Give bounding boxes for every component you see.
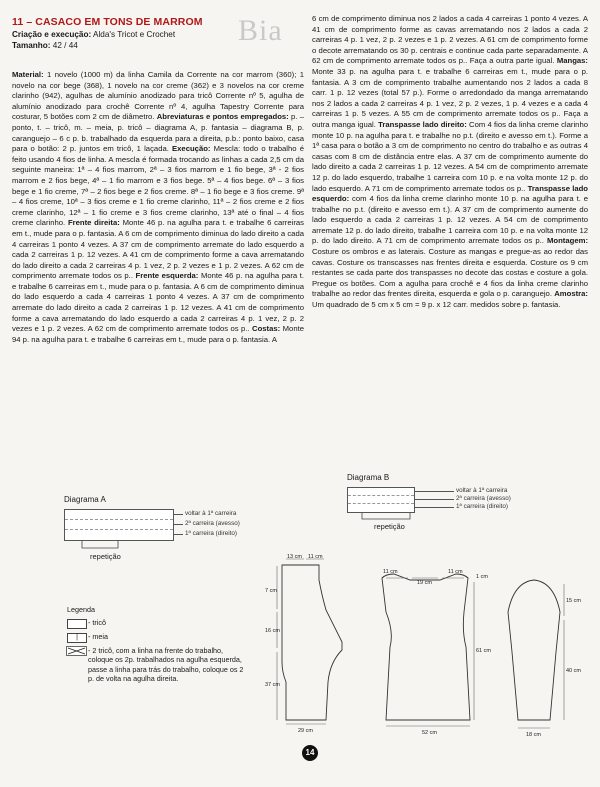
diagram-b-row-label: 2ª carreira (avesso) [456,495,511,502]
diagram-b-chart [347,487,415,513]
legend-symbol-purl [67,619,87,629]
pattern-title: 11 – CASACO EM TONS DE MARROM [12,16,203,28]
diagram-a-title: Diagrama A [64,495,106,504]
back-bottom-dim: 52 cm [422,730,437,736]
size-line [12,41,78,50]
front-side-lower-dim: 37 cm [265,682,280,688]
front-panel-outline [282,565,342,720]
execution-label: Execução: [172,144,211,154]
diagram-a-row [65,510,173,520]
legend-label-knit: - meia [88,632,108,641]
diagram-a-leader [173,534,183,535]
sleeve-right-upper-dim: 15 cm [566,598,581,604]
size-value: 42 / 44 [52,41,78,50]
diagram-b-leader [414,499,454,500]
assembly-label: Montagem: [547,236,588,246]
front-top-b-dim: 11 cm [308,554,323,560]
diagram-a-leader [173,524,183,525]
band-left-label: Transpasse lado esquerdo: [312,183,589,204]
front-dimension-lines [277,559,326,724]
back-top-right-dim: 11 cm [448,569,463,575]
diagram-b-leader [414,507,454,508]
back-continued-text: 6 cm de comprimento diminua nos 2 lados a cada 4 carreiras 1 ponto 4 vezes. A 41 cm de comprimento forme as cavas arrematando nos 2 lados a cada 2 carreiras 4 p. 1 vez, 2 p. 2 vezes e 1 p. 2 vezes. A 61 cm de comprimento forme o decote arrematando os 30 p. centrais e continue cada parte separadamente. A 62 cm de comprimento arremate todos os p.. Faça a outra parte igual. [312,14,588,66]
sample-label: Amostra: [554,289,588,299]
band-left-text: com 4 fios da linha creme clarinho monte 10 p. na agulha para t. e trabalhe no p.t. (direito e avesso em t.). A 37 cm de comprimento aumente do lado esquerdo a cada 2 carreiras 1 p. 12 vezes. A 54 cm de comprimento arremate 12 p. do lado direito, trabalhe 1 carreira com 10 p. e na volta monte 12 p. do lado direito. A 71 cm de comprimento arremate todos os p.. [312,194,588,246]
front-side-upper-dim: 7 cm [265,588,277,594]
sleeves-text: Monte 33 p. na agulha para t. e trabalhe 6 carreiras em t., mude para o p. fantasia. A 3 cm de comprimento trabalhe aumentando nos 2 lados a cada 8 carr. 1 p. 12 vezes (total 57 p.). Forme o arredondado da manga arrematando nos 2 lados a cada 2 carreiras 4 p. 1 vez, 2 p. 2 vezes, 1 p. 4 vezes e a cada 4 carreiras 1 p. 5 vezes. A 55 cm de comprimento arremate todos os p.. Faça a outra manga igual. [312,66,588,129]
front-right-text: Monte 46 p. na agulha para t. e trabalhe 6 carreiras em t., mude para o p. fantasia. A 6 cm de comprimento diminua do lado direito a cada 4 carreiras 1 ponto 4 vezes. A 37 cm de comprimento arremate do lado esquerdo a cada 2 carreiras 1 p. 12 vezes. A 41 cm de comprimento forme a cava arrematando do lado direito a cada 2 carreiras 4 p. 1 vez, 2 p. 2 vezes e 1 p. 2 vezes. A 62 cm de comprimento arremate todos os p.. [12,218,305,281]
diagram-b-row [348,496,414,504]
diagram-a-row-label: 2ª carreira (avesso) [185,520,240,527]
sleeve-outline [508,580,560,720]
execution-text: Mescla: todo o trabalho é feito usando 4 fios de linha. A mescla é formada trocando as linhas a cada 2,5 cm da seguinte maneira: 1ª – 4 fios marrom, 2ª – 3 fios marrom e 1 fio bege, 3ª - 2 fios marrom e 2 fios bege, 4ª – 1 fio marrom e 3 fios bege. 5ª – 4 fios bege. 6ª – 3 fios bege e 1 fio creme, 7ª – 2 fios bege e 2 fios creme. 8ª – 1 fio bege e 3 fios creme. 9ª – 4 fios creme, 10ª – 3 fios creme e 1 fio creme clarinho, 11ª – 2 fios creme e 2 fios creme clarinho, 12ª – 1 fio creme e 3 fios creme clarinho, 13ª até o final – 4 fios creme clarinho. [12,144,304,228]
garment-schematic [262,552,598,738]
diagram-a-row-label: 1ª carreira (direito) [185,530,238,537]
diagram-b-row-label: voltar à 1ª carreira [456,487,508,494]
diagram-b-title: Diagrama B [347,473,390,482]
legend-cable-description: - 2 tricô, com a linha na frente do trabalho, coloque os 2p. trabalhados na agulha esquerda, passe a linha para trás do trabalho, coloque os 2 p. de volta na agulha direita. [88,646,244,683]
back-label: Costas: [252,324,281,334]
front-bottom-dim: 29 cm [298,728,313,734]
diagram-b-row [348,504,414,512]
diagram-a-row-label: voltar à 1ª carreira [185,510,237,517]
back-side-lower-dim: 61 cm [476,648,491,654]
back-panel-outline [382,574,470,720]
diagram-a-row [65,520,173,530]
diagram-b-leader [414,491,454,492]
creation-label: Criação e execução: [12,30,92,39]
sleeve-dimension-lines [518,584,564,728]
diagram-b-repeat-bracket [360,512,412,522]
diagram-b-row-label: 1ª carreira (direito) [456,503,509,510]
legend-title: Legenda [67,605,95,614]
page-number: 14 [302,745,318,761]
back-side-upper-dim: 1 cm [476,574,488,580]
sleeve-right-lower-dim: 40 cm [566,668,581,674]
diagram-a-leader [173,514,183,515]
creation-value: Alda's Tricot e Crochet [93,30,176,39]
assembly-text: Costure os ombros e as laterais. Costure as mangas e pregue-as ao redor das cavas. Costure os transcasses nas frentes direita e esquerda. Costure os 9 cm restantes se cada parte dos transpasses no decote das costas e costure a gola. Pregue os botões. Com a agulha para crochê e 4 fios da linha creme clarinho trabalhe ao redor das frentes direita, esquerda e gola o p. caranguejo. [312,247,588,299]
front-top-a-dim: 13 cm [287,554,302,560]
back-text: Monte 94 p. na agulha para t. e trabalhe 6 carreiras em t., mude para o p. fantasia. A [12,324,305,344]
sample-text: Um quadrado de 5 cm x 5 cm = 9 p. x 12 carr. medidos sobre p. fantasia. [312,300,561,310]
size-label: Tamanho: [12,41,51,50]
diagram-a-repeat-bracket [80,540,120,552]
abbrev-text: p. – ponto, t. – tricô, m. – meia, p. tricô – diagrama A, p. fantasia – diagrama B, p. caranguejo – 6 c p. b. trabalhado da esquerda para a direita, p.b.: ponto baixo, casa para o botão: 2 p. juntos em tricô, 1 laçada. [12,112,304,154]
material-label: Material: [12,70,44,79]
front-right-label: Frente direita: [67,218,120,228]
diagram-b-repeat-label: repetição [374,522,405,531]
front-left-label: Frente esquerda: [135,271,199,281]
abbrev-label: Abreviaturas e pontos empregados: [156,112,289,122]
front-side-mid-dim: 16 cm [265,628,280,634]
band-right-text: Com 4 fios da linha creme clarinho monte 10 p. na agulha para t. e trabalhe no p.t. (direito e avesso em t.). Forme a 1ª casa para o botão a 3 cm de comprimento no centro do trabalho e as outras 4 casas com 8 cm de distância entre elas. A 37 cm de comprimento aumente do lado direito a cada 2 carreiras 1 p. 12 vezes. A 54 cm de comprimento arremate 12 p. do lado esquerdo, trabalhe 1 carreira com 10 p. e na volta monte 12 p. do lado esquerdo. A 71 cm de comprimento arremate todos os p.. [312,119,589,193]
back-top-left-dim: 11 cm [383,569,398,575]
legend-symbol-knit: | [67,633,87,643]
creation-line [12,30,175,39]
band-right-label: Transpasse lado direito: [378,119,467,129]
instructions-left-column [12,70,304,345]
sleeve-bottom-dim: 18 cm [526,732,541,738]
back-dimension-lines [386,578,474,726]
instructions-right-column [312,14,588,311]
legend-label-purl: - tricô [88,618,106,627]
diagram-a-repeat-label: repetição [90,552,121,561]
right-paragraph [312,14,588,311]
cable-cross-icon [66,646,88,657]
material-paragraph [12,70,304,345]
back-top-mid-dim: 19 cm [417,580,432,586]
sleeves-label: Mangas: [556,56,588,66]
front-left-text: Monte 46 p. na agulha para t. e trabalhe 6 carreiras em t., mude para o p. fantasia. A 6 cm de comprimento diminua do lado esquerdo a cada 4 carreiras 1 ponto 4 vezes. A 37 cm de comprimento arremate do lado direito a cada 2 carreiras 1 p. 12 vezes. A 41 cm de comprimento forme a cava arrematando do lado esquerdo a cada 2 carreiras 4 p. 1 vez, 2 p. 2 vezes e 1 p. 2 vezes. A 62 cm de comprimento arremate todos os p.. [12,271,304,334]
diagram-a-row [65,530,173,540]
diagram-b-row [348,488,414,496]
magazine-brand-watermark: Bia [238,14,283,47]
diagram-a-chart [64,509,174,541]
material-text: 1 novelo (1000 m) da linha Camila da Corrente na cor marrom (360); 1 novelo na cor bege (368), 1 novelo na cor creme (362) e 3 novelos na cor creme clarinho (942), agulhas de alumínio anodizado para tricô Corrente nº 5, agulha de alumínio anodizado para crochê Corrente nº 4, agulha Tapestry Corrente para costurar, 5 botões com 2 cm de diâmetro. [12,70,305,122]
